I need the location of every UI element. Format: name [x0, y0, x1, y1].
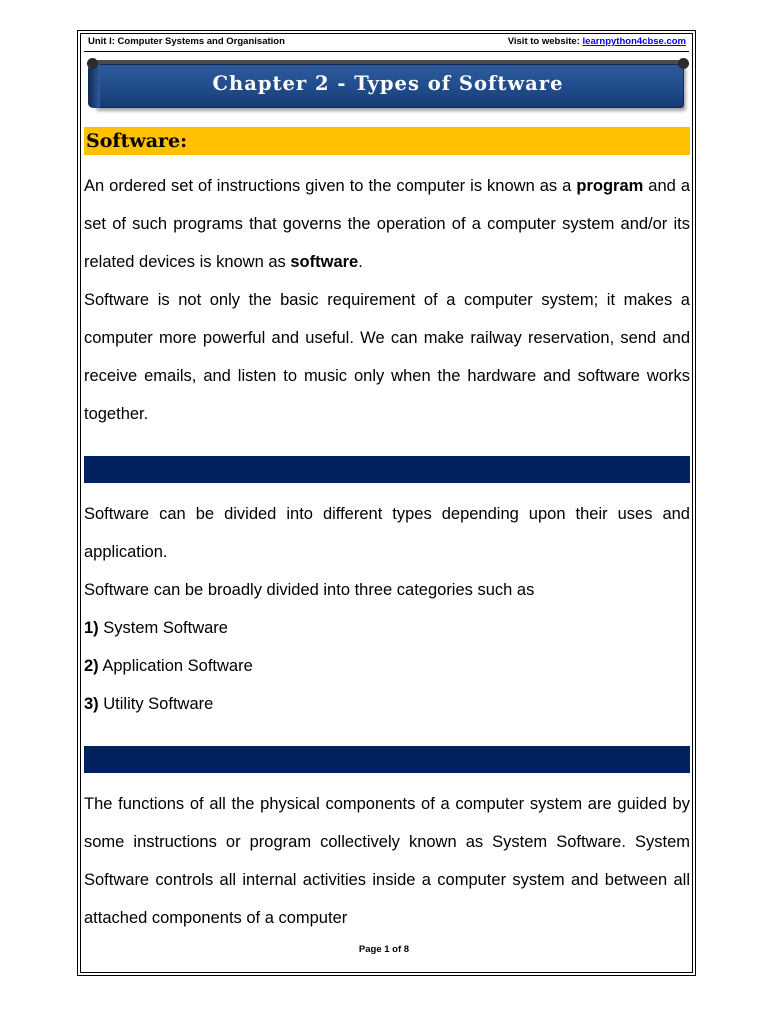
- category-label: System Software: [98, 619, 228, 637]
- visit-website: [508, 36, 686, 47]
- paragraph-categories-intro: Software can be broadly divided into three categories such as: [84, 581, 535, 599]
- visit-prefix: Visit to website:: [507, 36, 583, 47]
- paragraph-system-software: The functions of all the physical components of a computer system are guided by some instructions or program collectively known as System Software. System Software controls all internal activities inside a computer system and between all attached components of a computer: [84, 795, 690, 927]
- category-item-2: [84, 656, 253, 676]
- banner-knob-right: [678, 58, 689, 69]
- term-software: software: [290, 253, 359, 271]
- category-number: 1): [84, 619, 99, 637]
- header-divider: [84, 51, 689, 52]
- banner-knob-left: [87, 58, 98, 69]
- chapter-title: Chapter 2 - Types of Software: [212, 72, 564, 95]
- page-number: Page 1 of 8: [358, 944, 410, 955]
- category-item-3: [84, 694, 213, 714]
- definition-middle: and a set of such programs that governs the operation of a computer system and/or its related devices is known as: [84, 177, 690, 271]
- website-link[interactable]: learnpython4cbse.com: [582, 36, 686, 47]
- paragraph-types-intro: Software can be divided into different types depending upon their uses and application.: [84, 505, 690, 561]
- unit-label: Unit I: Computer Systems and Organisation: [88, 36, 285, 47]
- chapter-banner: [88, 58, 688, 112]
- heading-bar-1: [84, 456, 690, 483]
- category-number: 3): [84, 695, 99, 713]
- paragraph-definition: [84, 167, 690, 281]
- category-item-1: [84, 618, 228, 638]
- heading-bar-2: [84, 746, 690, 773]
- section-heading: [84, 127, 690, 155]
- category-number: 2): [84, 657, 99, 675]
- definition-end: .: [358, 253, 363, 271]
- term-program: program: [576, 177, 644, 195]
- section-heading-text: Software:: [86, 130, 188, 152]
- category-label: Utility Software: [98, 695, 214, 713]
- category-label: Application Software: [98, 657, 253, 675]
- definition-intro: An ordered set of instructions given to the computer is known as a: [84, 177, 572, 195]
- page-header: [88, 36, 686, 52]
- paragraph-importance: Software is not only the basic requirement of a computer system; it makes a computer more powerful and useful. We can make railway reservation, send and receive emails, and listen to music only when the hardware and software works together.: [84, 291, 690, 423]
